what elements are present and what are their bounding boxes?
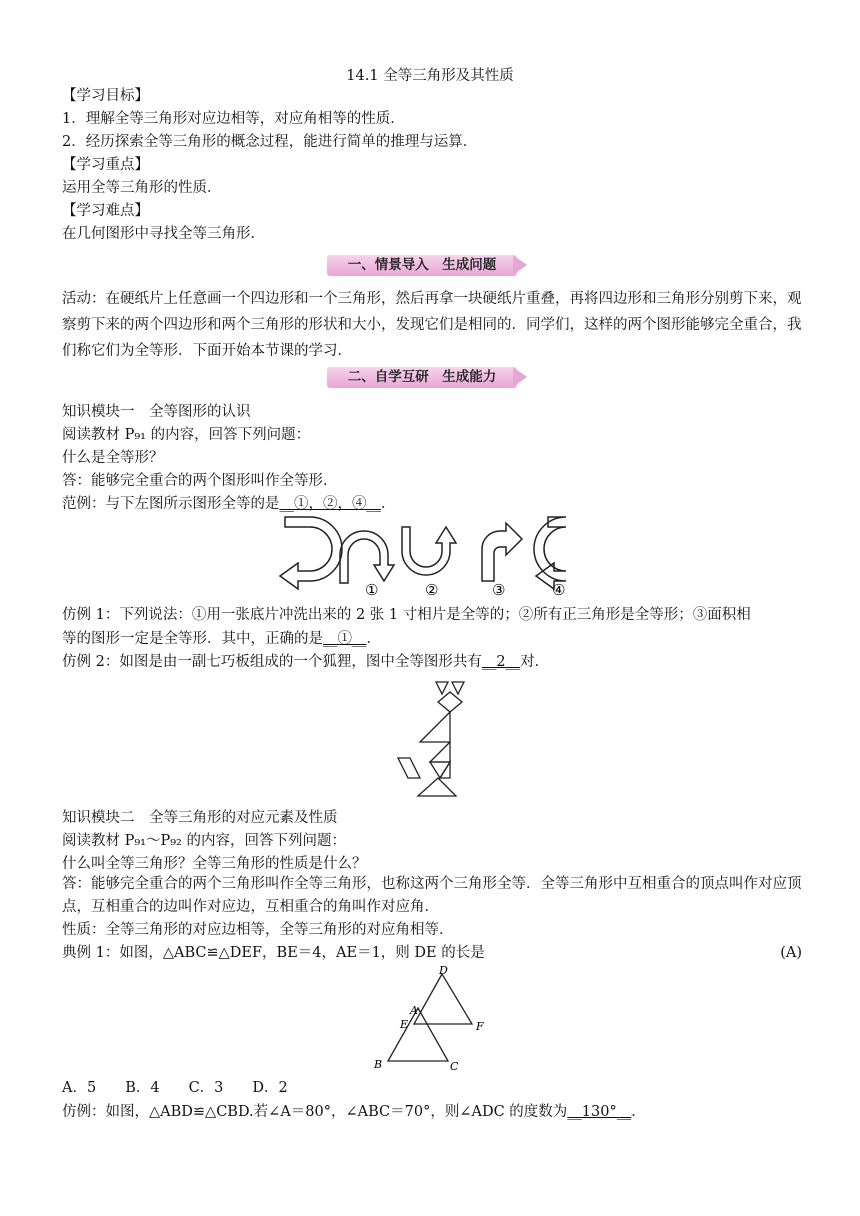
difficulty-header: 【学习难点】 [62,203,149,219]
section-1-title: 一、情景导入 生成问题 [347,257,497,273]
example-2-answer: (A) [780,945,802,961]
practice-1-answer: ① [337,631,352,647]
practice-3-answer: 130° [581,1104,617,1120]
arrow-shape-4 [534,517,566,589]
example-2: 典例 1：如图，△ABC≌△DEF，BE＝4，AE＝1，则 DE 的长是 [62,945,485,961]
triangle-figure [372,966,492,1076]
focus-header: 【学习重点】 [62,157,149,173]
goal-2: 2．经历探索全等三角形的概念过程，能进行简单的推理与运算． [62,134,478,150]
example-1-answer: ①，②，④ [294,496,367,512]
practice-2-answer: 2 [496,654,506,670]
focus-text: 运用全等三角形的性质． [62,180,222,196]
tangram-fox-figure [390,678,470,800]
arrow-shape-2 [402,527,456,575]
goal-1: 1．理解全等三角形对应边相等，对应角相等的性质． [62,111,405,127]
arrow-shape-original [280,517,342,589]
practice-1-line-1: 仿例 1：下列说法：①用一张底片冲洗出来的 2 张 1 寸相片是全等的；②所有正三角形是全等形；③面积相 [62,607,751,623]
goals-header: 【学习目标】 [62,88,149,104]
page-title: 14.1 全等三角形及其性质 [346,68,514,84]
answer-1: 答：能够完全重合的两个图形叫作全等形． [62,473,338,489]
read-1: 阅读教材 P₉₁ 的内容，回答下列问题： [62,427,311,443]
activity-paragraph: 活动：在硬纸片上任意画一个四边形和一个三角形，然后再拿一块硬纸片重叠，再将四边形和三角形分别剪下来，观察剪下来的两个四边形和两个三角形的形状和大小，发现它们是相同的．同学们，这样的两个图形能够完全重合，我们称它们为全等形．下面开始本节课的学习． [62,291,802,359]
fig-label-2: ② [425,581,439,599]
practice-2: 仿例 2：如图是由一副七巧板组成的一个狐狸，图中全等图形共有__2__对． [62,654,550,670]
svg-text:E: E [400,1018,409,1031]
svg-text:A: A [410,1004,418,1017]
fig-label-1: ① [365,581,379,599]
fig-label-3: ③ [492,581,506,599]
svg-text:F: F [476,1020,484,1033]
arrow-figures [270,515,590,601]
section-2-title: 二、自学互研 生成能力 [347,369,497,385]
example-1: 范例：与下左图所示图形全等的是__①，②，④__． [62,496,396,512]
section-banner-2 [327,367,535,388]
difficulty-text: 在几何图形中寻找全等三角形． [62,226,265,242]
module-2-title: 知识模块二 全等三角形的对应元素及性质 [62,810,338,826]
question-2: 什么叫全等三角形？全等三角形的性质是什么？ [62,856,367,872]
module-1-title: 知识模块一 全等图形的认识 [62,404,251,420]
practice-3: 仿例：如图，△ABD≌△CBD.若∠A＝80°，∠ABC＝70°，则∠ADC 的度数为__130°__． [62,1104,646,1120]
svg-text:D: D [439,966,448,977]
answer-2: 答：能够完全重合的两个三角形叫作全等三角形，也称这两个三角形全等．全等三角形中互相重合的顶点叫作对应顶点，互相重合的边叫作对应边，互相重合的角叫作对应角． [62,876,802,915]
example-2-options: A．5 B．4 C．3 D．2 [62,1080,288,1096]
arrow-shape-1 [340,531,394,583]
svg-text:C: C [450,1060,459,1073]
practice-1-line-2: 等的图形一定是全等形．其中，正确的是__①__． [62,631,381,647]
property-text: 性质：全等三角形的对应边相等，全等三角形的对应角相等． [62,922,454,938]
svg-text:B: B [374,1058,383,1071]
fig-label-4: ④ [552,581,566,599]
section-banner-1 [327,255,535,276]
read-2: 阅读教材 P₉₁～P₉₂ 的内容，回答下列问题： [62,833,346,849]
question-1: 什么是全等形？ [62,450,164,466]
arrow-shape-3 [482,523,522,581]
